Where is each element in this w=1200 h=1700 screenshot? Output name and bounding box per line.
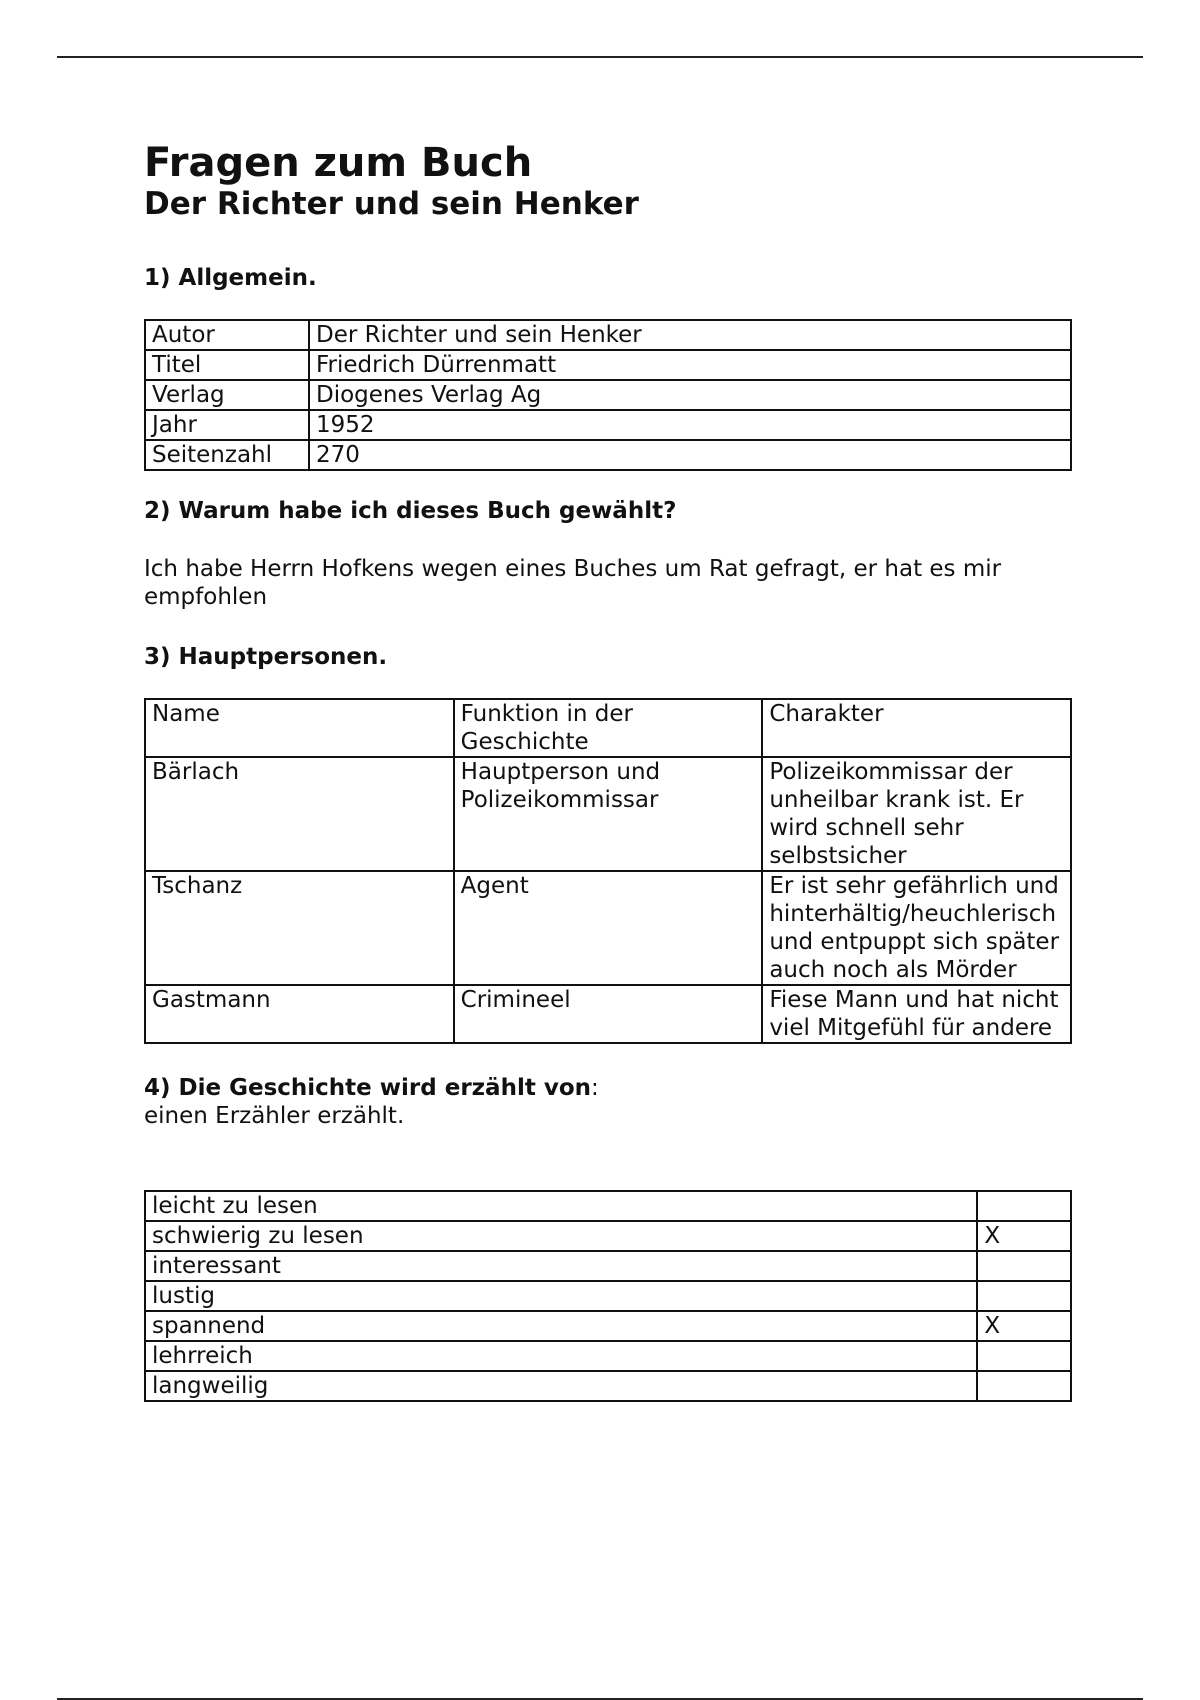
character-function: Hauptperson und Polizeikommissar [454,757,763,871]
rating-label: schwierig zu lesen [145,1221,977,1251]
character-name: Bärlach [145,757,454,871]
table-row [145,320,1071,350]
general-info-table [144,319,1072,471]
table-row [145,440,1071,470]
rating-label: spannend [145,1311,977,1341]
rating-mark: X [977,1311,1071,1341]
info-value: 1952 [309,410,1071,440]
rating-label: leicht zu lesen [145,1191,977,1221]
table-row [145,1341,1071,1371]
rating-label: lehrreich [145,1341,977,1371]
table-row [145,1221,1071,1251]
table-row [145,350,1071,380]
info-label: Jahr [145,410,309,440]
info-label: Titel [145,350,309,380]
info-label: Seitenzahl [145,440,309,470]
rating-label: interessant [145,1251,977,1281]
section-why-text: Ich habe Herrn Hofkens wegen eines Buches um Rat gefragt, er hat es mir empfohlen [144,556,1002,610]
characters-table [144,698,1072,1044]
character-name: Gastmann [145,985,454,1043]
section-why-heading: 2) Warum habe ich dieses Buch gewählt? [144,498,677,524]
table-row [145,1281,1071,1311]
column-header-name: Name [145,699,454,757]
rating-mark [977,1371,1071,1401]
rating-mark [977,1281,1071,1311]
table-row [145,871,1071,985]
rating-mark [977,1251,1071,1281]
character-function: Agent [454,871,763,985]
column-header-character: Charakter [762,699,1071,757]
info-value: 270 [309,440,1071,470]
section-narrator [144,1074,1072,1102]
info-label: Verlag [145,380,309,410]
document-title: Fragen zum Buch [144,140,533,186]
table-row [145,1251,1071,1281]
info-value: Der Richter und sein Henker [309,320,1071,350]
rating-mark: X [977,1221,1071,1251]
section-general-heading: 1) Allgemein. [144,265,317,291]
column-header-function: Funktion in der Geschichte [454,699,763,757]
table-row [145,985,1071,1043]
character-description: Fiese Mann und hat nicht viel Mitgefühl für andere [762,985,1071,1043]
section-characters-heading: 3) Hauptpersonen. [144,644,388,670]
info-value: Diogenes Verlag Ag [309,380,1071,410]
rating-label: lustig [145,1281,977,1311]
character-description: Er ist sehr gefährlich und hinterhältig/heuchlerisch und entpuppt sich später auch noch als Mörder [762,871,1071,985]
info-label: Autor [145,320,309,350]
character-function: Crimineel [454,985,763,1043]
top-rule [57,56,1143,58]
table-row [145,380,1071,410]
section-narrator-heading: 4) Die Geschichte wird erzählt von [144,1075,591,1101]
table-header-row [145,699,1071,757]
info-value: Friedrich Dürrenmatt [309,350,1071,380]
document-subtitle: Der Richter und sein Henker [144,186,639,222]
rating-mark [977,1191,1071,1221]
table-row [145,757,1071,871]
table-row [145,1191,1071,1221]
section-narrator-text: einen Erzähler erzählt. [144,1103,405,1129]
table-row [145,1371,1071,1401]
rating-mark [977,1341,1071,1371]
table-row [145,1311,1071,1341]
character-description: Polizeikommissar der unheilbar krank ist. Er wird schnell sehr selbstsicher [762,757,1071,871]
table-row [145,410,1071,440]
rating-label: langweilig [145,1371,977,1401]
character-name: Tschanz [145,871,454,985]
section-narrator-colon: : [591,1075,599,1101]
ratings-table [144,1190,1072,1402]
document-body [144,140,1072,1402]
